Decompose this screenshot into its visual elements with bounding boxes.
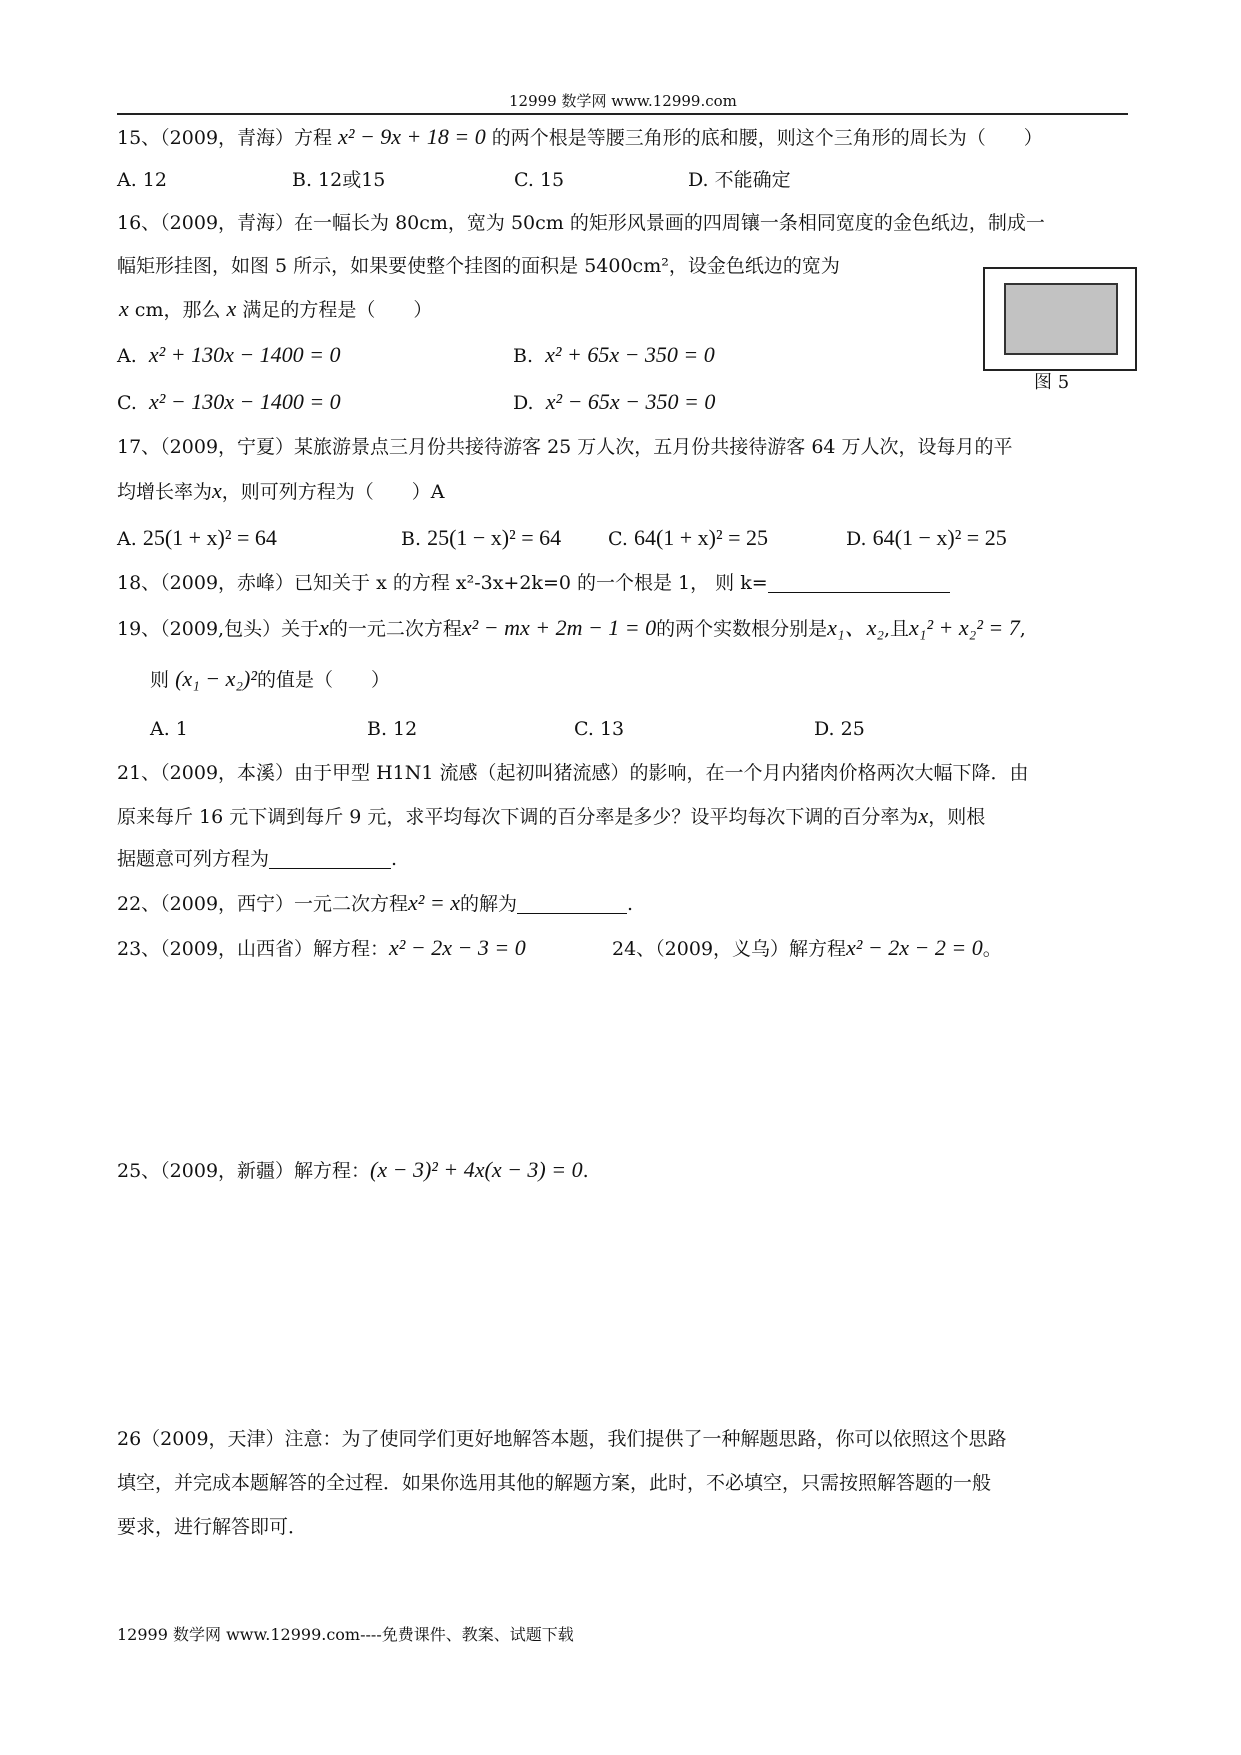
q18-answer-blank[interactable] <box>768 572 950 593</box>
header-rule <box>117 113 1128 115</box>
q19-mid2: 的两个实数根分别是 <box>656 618 828 640</box>
q21-var-x: x <box>918 803 929 828</box>
page-header: 12999 数学网 www.12999.com <box>509 92 737 110</box>
q17-line1: 17、（2009，宁夏）某旅游景点三月份共接待游客 25 万人次，五月份共接待游客 64 万人次，设每月的平 <box>117 436 1013 458</box>
question-15 <box>117 124 1043 151</box>
q15-option-b: B. 12或15 <box>292 169 386 191</box>
q16-line3-text-a: cm，那么 <box>128 299 227 321</box>
q17-b-equation: 25(1 − x)² = 64 <box>427 525 562 550</box>
q24-equation: x² − 2x − 2 = 0 <box>846 935 983 960</box>
q24-prefix: 24、（2009，义乌）解方程 <box>612 938 847 960</box>
q22-prefix: 22、（2009，西宁）一元二次方程 <box>117 893 409 915</box>
question-24 <box>612 935 1002 962</box>
q17-option-a <box>117 525 277 552</box>
q26-line3: 要求，进行解答即可． <box>117 1516 308 1538</box>
q17-a-label: A. <box>117 528 137 550</box>
q19-line2-text-a: 则 <box>150 669 170 691</box>
figure-5-frame <box>983 267 1137 371</box>
figure-5-caption: 图 5 <box>1034 372 1070 393</box>
q21-line3-end: . <box>391 848 398 870</box>
q16-line3 <box>119 296 432 323</box>
q15-prefix: 15、（2009，青海）方程 <box>117 127 333 149</box>
q26-line1: 26（2009，天津）注意：为了使同学们更好地解答本题，我们提供了一种解题思路，你可以依照这个思路 <box>117 1428 1007 1450</box>
q22-suffix: 的解为 <box>460 893 518 915</box>
q17-option-c <box>608 525 768 552</box>
q21-line3-text: 据题意可列方程为 <box>117 848 270 870</box>
q16-line2: 幅矩形挂图，如图 5 所示，如果要使整个挂图的面积是 5400cm²，设金色纸边的宽为 <box>117 255 840 277</box>
q22-end: . <box>627 893 634 915</box>
q16-line1: 16、（2009，青海）在一幅长为 80cm，宽为 50cm 的矩形风景画的四周镶一条相同宽度的金色纸边，制成一 <box>117 212 1045 234</box>
q19-end: , <box>1019 618 1026 640</box>
q19-line2 <box>150 666 390 693</box>
q21-line1: 21、（2009，本溪）由于甲型 H1N1 流感（起初叫猪流感）的影响，在一个月内猪肉价格两次大幅下降．由 <box>117 762 1029 784</box>
q19-var-x: x <box>319 615 329 640</box>
q17-d-label: D. <box>846 528 867 550</box>
figure-5-painting <box>1004 283 1118 355</box>
q21-line2-text-b: ，则根 <box>928 806 986 828</box>
q19-option-d: D. 25 <box>814 718 865 740</box>
q16-b-label: B. <box>513 345 534 367</box>
q19-condition: x₁² + x₂² = 7 <box>909 615 1020 640</box>
q16-d-label: D. <box>513 392 534 414</box>
q16-b-equation: x² + 65x − 350 = 0 <box>545 342 715 367</box>
q17-c-equation: 64(1 + x)² = 25 <box>633 525 769 550</box>
q16-option-c <box>117 389 341 416</box>
q24-end: 。 <box>982 938 1002 960</box>
q17-line2 <box>117 478 445 505</box>
q16-option-b <box>513 342 715 369</box>
q25-end: . <box>582 1160 589 1182</box>
q16-d-equation: x² − 65x − 350 = 0 <box>545 389 716 414</box>
q16-option-d <box>513 389 715 416</box>
q19-mid3: ,且 <box>884 618 910 640</box>
q16-option-a <box>117 342 341 369</box>
q16-line3-text-b: 满足的方程是（ ） <box>236 299 433 321</box>
q22-answer-blank[interactable] <box>517 893 627 914</box>
question-23 <box>117 935 526 962</box>
q15-option-c: C. 15 <box>514 169 565 191</box>
q16-a-equation: x² + 130x − 1400 = 0 <box>148 342 341 367</box>
q19-line2-equation: (x₁ − x₂)² <box>175 666 257 691</box>
question-18 <box>117 570 950 596</box>
q19-mid: 的一元二次方程 <box>328 618 462 640</box>
q19-option-a: A. 1 <box>150 718 188 740</box>
q16-c-equation: x² − 130x − 1400 = 0 <box>149 389 341 414</box>
q21-line2 <box>117 803 985 830</box>
q21-answer-blank[interactable] <box>269 848 391 869</box>
question-25 <box>117 1157 589 1184</box>
q19-option-c: C. 13 <box>574 718 625 740</box>
q15-suffix: 的两个根是等腰三角形的底和腰，则这个三角形的周长为（ ） <box>491 127 1043 149</box>
q17-b-label: B. <box>401 528 422 550</box>
q21-line2-text-a: 原来每斤 16 元下调到每斤 9 元，求平均每次下调的百分率是多少？设平均每次下调的百分率为 <box>117 806 919 828</box>
q26-line2: 填空，并完成本题解答的全过程．如果你选用其他的解题方案，此时，不必填空，只需按照解答题的一般 <box>117 1472 992 1494</box>
q17-option-b <box>401 525 561 552</box>
q18-text: 18、（2009，赤峰）已知关于 x 的方程 x²-3x+2k=0 的一个根是 1， 则 k= <box>117 572 768 594</box>
q19-option-b: B. 12 <box>367 718 418 740</box>
q17-d-equation: 64(1 − x)² = 25 <box>872 525 1007 550</box>
q19-line2-text-b: 的值是（ ） <box>256 669 390 691</box>
page-footer: 12999 数学网 www.12999.com----免费课件、教案、试题下载 <box>117 1625 574 1644</box>
q17-option-d <box>846 525 1007 552</box>
q15-equation: x² − 9x + 18 = 0 <box>338 124 486 149</box>
q19-roots: x₁、x₂ <box>827 615 884 640</box>
q15-option-d: D. 不能确定 <box>688 169 791 191</box>
q16-c-label: C. <box>117 392 137 414</box>
q16-a-label: A. <box>117 345 137 367</box>
q16-var-x2: x <box>226 296 237 321</box>
q17-c-label: C. <box>608 528 628 550</box>
question-19 <box>117 615 1026 642</box>
q19-equation: x² − mx + 2m − 1 = 0 <box>461 615 657 640</box>
q23-prefix: 23、（2009，山西省）解方程： <box>117 938 390 960</box>
q23-equation: x² − 2x − 3 = 0 <box>389 935 526 960</box>
q19-prefix: 19、（2009,包头）关于 <box>117 618 320 640</box>
q17-var-x: x <box>212 478 222 503</box>
q17-line2-text-a: 均增长率为 <box>117 481 213 503</box>
q25-equation: (x − 3)² + 4x(x − 3) = 0 <box>370 1157 583 1182</box>
q17-a-equation: 25(1 + x)² = 64 <box>142 525 277 550</box>
q25-prefix: 25、（2009，新疆）解方程： <box>117 1160 371 1182</box>
q21-line3 <box>117 846 397 872</box>
question-22 <box>117 890 633 917</box>
q22-equation: x² = x <box>408 890 461 915</box>
q16-var-x: x <box>119 296 129 321</box>
q15-option-a: A. 12 <box>117 169 167 191</box>
q17-line2-text-b: ，则可列方程为（ ）A <box>221 481 445 503</box>
